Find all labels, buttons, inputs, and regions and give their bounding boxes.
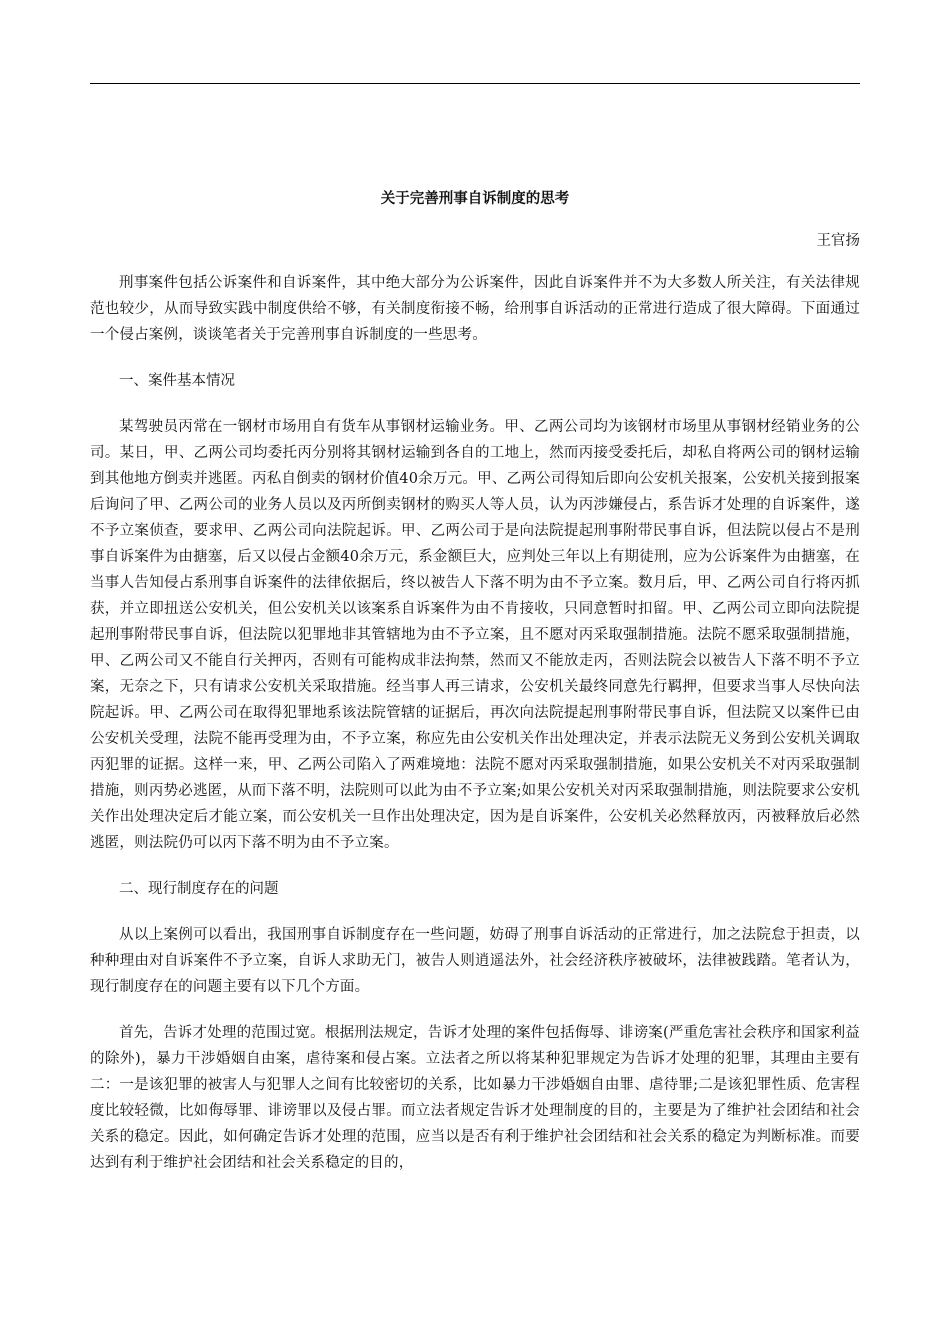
document-body	[90, 186, 860, 1196]
first-problem-paragraph: 首先，告诉才处理的范围过宽。根据刑法规定，告诉才处理的案件包括侮辱、诽谤案(严重危害社会秩序和国家利益的除外)，暴力干涉婚姻自由案，虐待案和侵占案。立法者之所以将某种犯罪规定为告诉才处理的犯罪，其理由主要有二：一是该犯罪的被害人与犯罪人之间有比较密切的关系，比如暴力干涉婚姻自由罪、虐待罪;二是该犯罪性质、危害程度比较轻微，比如侮辱罪、诽谤罪以及侵占罪。而立法者规定告诉才处理制度的目的，主要是为了维护社会团结和社会关系的稳定。因此，如何确定告诉才处理的范围，应当以是否有利于维护社会团结和社会关系的稳定为判断标准。而要达到有利于维护社会团结和社会关系稳定的目的，	[90, 1025, 860, 1171]
problems-intro-paragraph: 从以上案例可以看出，我国刑事自诉制度存在一些问题，妨碍了刑事自诉活动的正常进行，加之法院怠于担责，以种种理由对自诉案件不予立案，自诉人求助无门，被告人则逍遥法外，社会经济秩序被破坏，法律被践踏。笔者认为，现行制度存在的问题主要有以下几个方面。	[90, 927, 860, 995]
intro-paragraph: 刑事案件包括公诉案件和自诉案件，其中绝大部分为公诉案件，因此自诉案件并不为大多数人所关注，有关法律规范也较少，从而导致实践中制度供给不够，有关制度衔接不畅，给刑事自诉活动的正常进行造成了很大障碍。下面通过一个侵占案例，谈谈笔者关于完善刑事自诉制度的一些思考。	[90, 275, 860, 343]
case-paragraph: 某驾驶员丙常在一钢材市场用自有货车从事钢材运输业务。甲、乙两公司均为该钢材市场里从事钢材经销业务的公司。某日，甲、乙两公司均委托丙分别将其钢材运输到各自的工地上，然而丙接受委托后，却私自将两公司的钢材运输到其他地方倒卖并逃匿。丙私自倒卖的钢材价值40余万元。甲、乙两公司得知后即向公安机关报案，公安机关接到报案后询问了甲、乙两公司的业务人员以及丙所倒卖钢材的购买人等人员，认为丙涉嫌侵占，系告诉才处理的自诉案件，遂不予立案侦查，要求甲、乙两公司向法院起诉。甲、乙两公司于是向法院提起刑事附带民事自诉，但法院以侵占不是刑事自诉案件为由搪塞，后又以侵占金额40余万元，系金额巨大，应判处三年以上有期徒刑，应为公诉案件为由搪塞，在当事人告知侵占系刑事自诉案件的法律依据后，终以被告人下落不明为由不予立案。数月后，甲、乙两公司自行将丙抓获，并立即扭送公安机关，但公安机关以该案系自诉案件为由不肯接收，只同意暂时扣留。甲、乙两公司立即向法院提起刑事附带民事自诉，但法院以犯罪地非其管辖地为由不予立案，且不愿对丙采取强制措施。法院不愿采取强制措施，甲、乙两公司又不能自行关押丙，否则有可能构成非法拘禁，然而又不能放走丙，否则法院会以被告人下落不明不予立案，无奈之下，只有请求公安机关采取措施。经当事人再三请求，公安机关最终同意先行羁押，但要求当事人尽快向法院起诉。甲、乙两公司在取得犯罪地系该法院管辖的证据后，再次向法院提起刑事附带民事自诉，但法院又以案件已由公安机关受理，法院不能再受理为由，不予立案，称应先由公安机关作出处理决定，并表示法院无义务到公安机关调取丙犯罪的证据。这样一来，甲、乙两公司陷入了两难境地：法院不愿对丙采取强制措施，如果公安机关不对丙采取强制措施，则丙势必逃匿，从而下落不明，法院则可以此为由不予立案;如果公安机关对丙采取强制措施，则法院要求公安机关作出处理决定后才能立案，而公安机关一旦作出处理决定，因为是自诉案件，公安机关必然释放丙，丙被释放后必然逃匿，则法院仍可以丙下落不明为由不予立案。	[90, 419, 860, 851]
section-heading-1: 一、案件基本情况	[119, 373, 235, 389]
section-heading-2: 二、现行制度存在的问题	[119, 881, 279, 897]
document-author: 王官扬	[816, 233, 860, 249]
document-title: 关于完善刑事自诉制度的思考	[380, 190, 570, 207]
top-rule	[90, 83, 860, 84]
